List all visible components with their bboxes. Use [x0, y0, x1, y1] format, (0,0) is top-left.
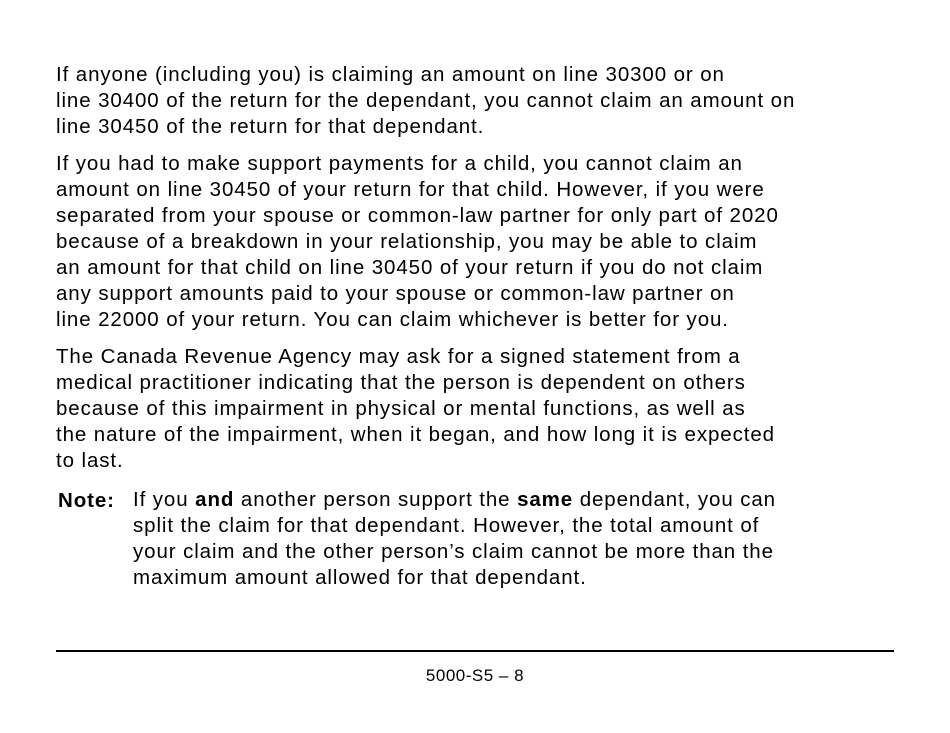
text-line: separated from your spouse or common-law partner for only part of 2020 [56, 204, 779, 227]
note-text: If you [133, 488, 196, 511]
note-line: split the claim for that dependant. However, the total amount of [133, 514, 760, 537]
note-text: another person support the [234, 488, 518, 511]
note-text: dependant, you can [573, 488, 776, 511]
text-line: medical practitioner indicating that the person is dependent on others [56, 371, 746, 394]
note-block [56, 487, 896, 591]
text-line: the nature of the impairment, when it began, and how long it is expected [56, 423, 775, 446]
paragraph-medical-statement [56, 344, 896, 474]
note-label: Note: [58, 489, 115, 512]
note-bold-same: same [517, 488, 574, 511]
paragraph-line-30450-restriction [56, 62, 896, 140]
note-line [133, 487, 896, 513]
paragraph-support-payments [56, 151, 896, 333]
text-line: to last. [56, 449, 124, 472]
text-line: because of a breakdown in your relationship, you may be able to claim [56, 230, 758, 253]
text-line: If you had to make support payments for a child, you cannot claim an [56, 152, 743, 175]
text-line: amount on line 30450 of your return for that child. However, if you were [56, 178, 765, 201]
note-bold-and: and [195, 488, 235, 511]
page-number: 5000-S5 – 8 [425, 666, 525, 685]
text-line: line 22000 of your return. You can claim whichever is better for you. [56, 308, 729, 331]
footer-divider [56, 650, 894, 652]
note-line: maximum amount allowed for that dependant. [133, 566, 587, 589]
text-line: The Canada Revenue Agency may ask for a signed statement from a [56, 345, 741, 368]
text-line: an amount for that child on line 30450 of your return if you do not claim [56, 256, 764, 279]
note-body [133, 487, 896, 591]
text-line: any support amounts paid to your spouse or common-law partner on [56, 282, 735, 305]
text-line: line 30450 of the return for that dependant. [56, 115, 485, 138]
note-line: your claim and the other person’s claim cannot be more than the [133, 540, 774, 563]
document-body [56, 62, 896, 591]
text-line: If anyone (including you) is claiming an amount on line 30300 or on [56, 63, 725, 86]
text-line: because of this impairment in physical or mental functions, as well as [56, 397, 746, 420]
text-line: line 30400 of the return for the dependant, you cannot claim an amount on [56, 89, 796, 112]
